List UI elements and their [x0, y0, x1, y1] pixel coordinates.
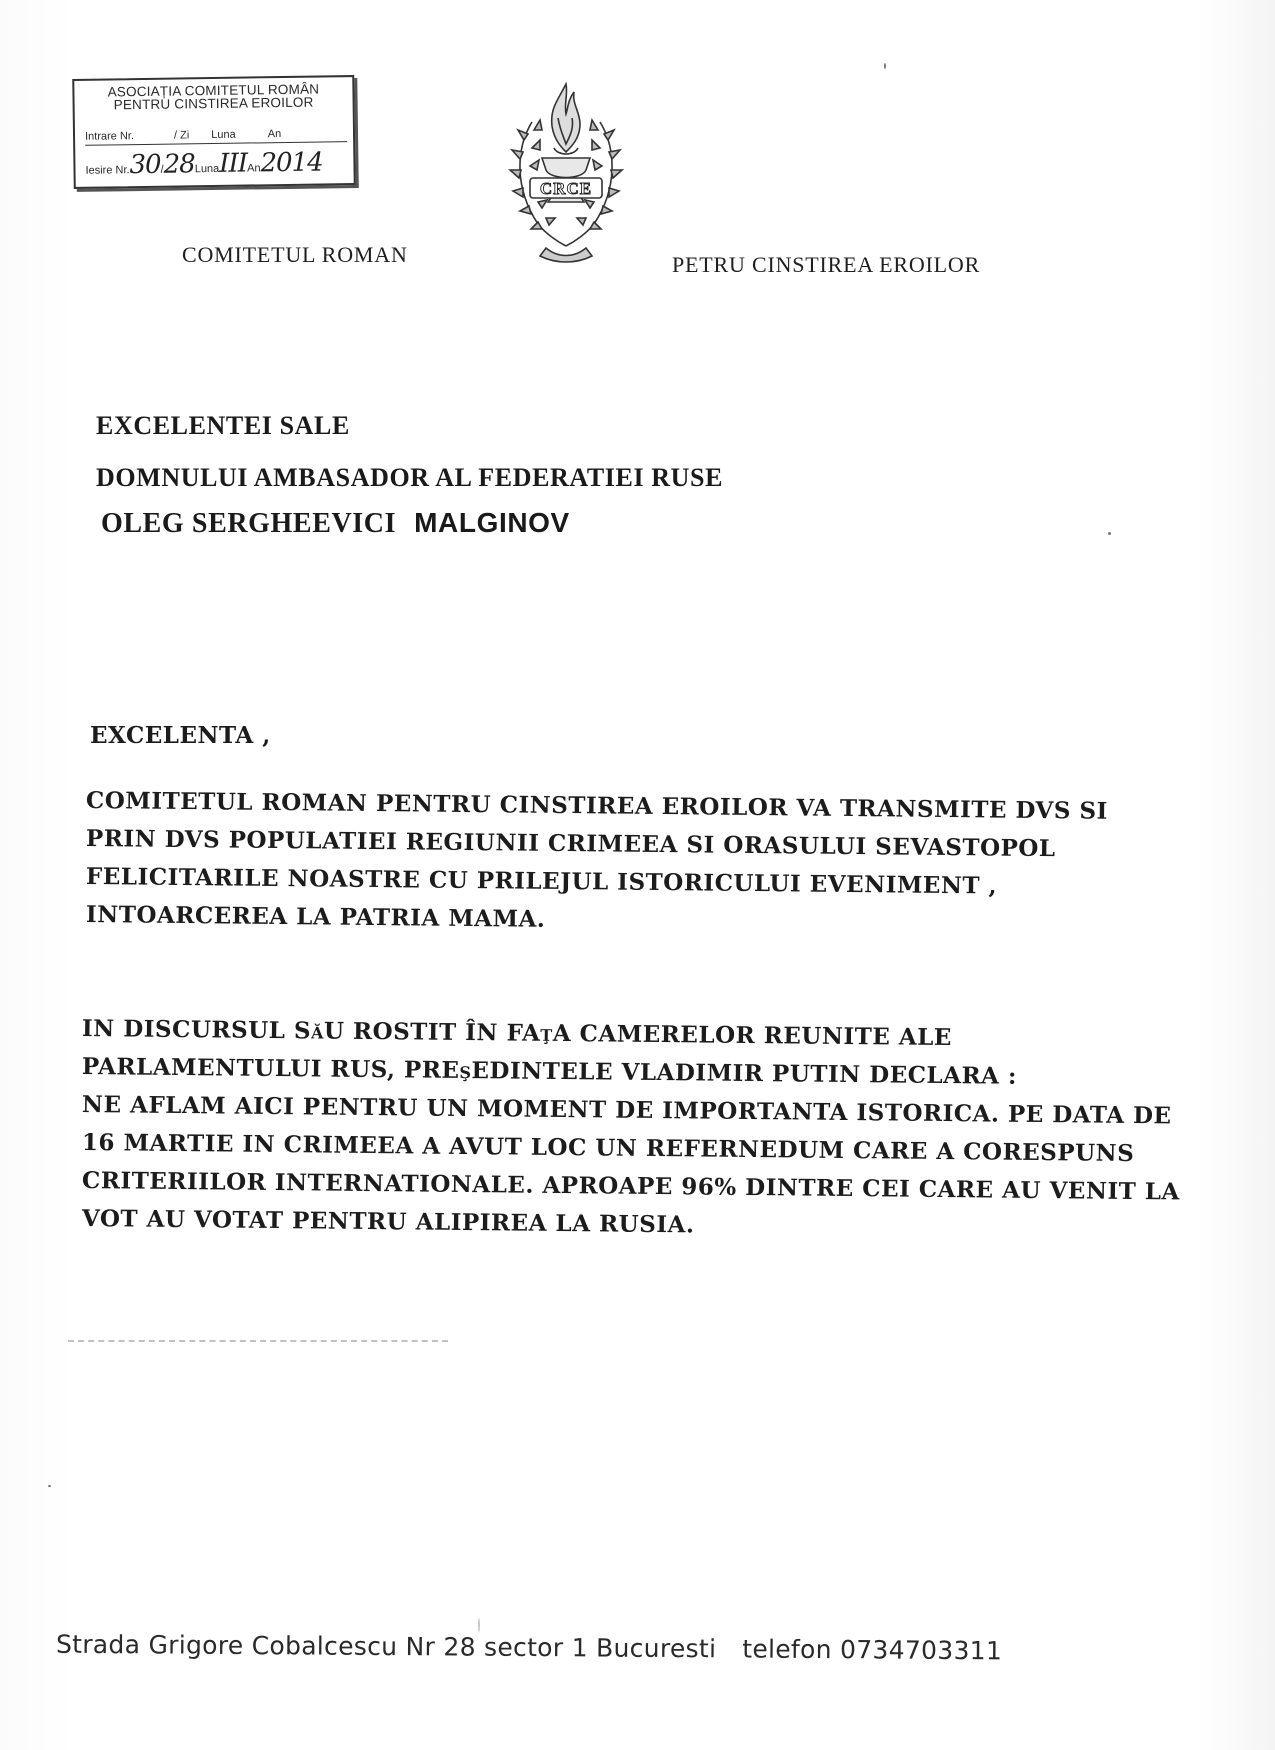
stamp-out-year-label: An: [246, 162, 261, 175]
paragraph-2-line: 16 MARTIE IN CRIMEEA A AVUT LOC UN REFERNEDUM CARE A CORESPUNS: [81, 1129, 1135, 1168]
addressee-surname: MALGINOV: [414, 507, 570, 538]
separator-line: [68, 1340, 448, 1342]
footer-contact: [56, 1630, 1002, 1666]
stamp-year-label: An: [267, 128, 282, 141]
addressee-line2: DOMNULUI AMBASADOR AL FEDERATIEI RUSE: [96, 463, 724, 492]
paragraph-2-line: IN DISCURSUL SăU ROSTIT ÎN FAţA CAMERELOR REUNITE ALE: [81, 1015, 953, 1052]
registration-stamp: [72, 75, 356, 189]
scan-speck: [1108, 532, 1111, 535]
stamp-in-row: [85, 127, 347, 146]
addressee-name: [101, 507, 570, 540]
paragraph-1-line: FELICITARILE NOASTRE CU PRILEJUL ISTORICULUI EVENIMENT ,: [85, 863, 998, 900]
stamp-out-month: III: [218, 148, 248, 179]
paragraph-2-line: VOT AU VOTAT PENTRU ALIPIREA LA RUSIA.: [81, 1205, 695, 1239]
stamp-org-line1: ASOCIAȚIA COMITETUL ROMÂN: [107, 81, 320, 100]
stamp-org-line2: PENTRU CINSTIREA EROILOR: [113, 94, 314, 113]
paragraph-2-line: PARLAMENTULUI RUS, PREşEDINTELE VLADIMIR PUTIN DECLARA :: [81, 1053, 1018, 1090]
quote-lead: NE AFLAM AICI PENTRU UN MOMENT: [81, 1091, 607, 1124]
paragraph-2: [82, 1010, 1180, 1238]
stamp-out-year: 2014: [260, 147, 323, 179]
emblem-initials: CRCE: [539, 179, 593, 198]
addressee-line1: EXCELENTEI SALE: [96, 411, 350, 440]
header-left: COMITETUL ROMAN: [182, 242, 408, 267]
paragraph-1: [86, 782, 1108, 934]
quote-rest: DE IMPORTANTA ISTORICA. PE DATA DE: [606, 1096, 1172, 1130]
flame-urn-emblem-icon: [488, 78, 644, 264]
stamp-month-label: Luna: [211, 128, 236, 142]
stamp-out-row: Iesire Nr. 30 / 28 Luna III An 2014: [85, 147, 323, 181]
stamp-out-month-label: Luna: [194, 162, 220, 176]
paragraph-1-line: INTOARCEREA LA PATRIA MAMA.: [85, 901, 546, 933]
paragraph-2-line: CRITERIILOR INTERNATIONALE. APROAPE 96% DINTRE CEI CARE AU VENIT LA: [81, 1167, 1180, 1206]
header-right: PETRU CINSTIREA EROILOR: [672, 252, 981, 277]
footer-address: Strada Grigore Cobalcescu Nr 28 sector 1 Bucuresti: [55, 1629, 717, 1664]
stamp-day-label: / Zi: [173, 129, 190, 142]
scan-speck: [478, 1618, 480, 1632]
footer-phone: telefon 0734703311: [742, 1634, 1003, 1666]
addressee-given-names: OLEG SERGHEEVICI: [101, 508, 397, 539]
salutation: EXCELENTA ,: [90, 722, 271, 749]
stamp-out-label: Iesire Nr.: [85, 164, 130, 177]
stamp-out-day: 28: [163, 149, 195, 180]
paragraph-1-line: COMITETUL ROMAN PENTRU CINSTIREA EROILOR VA TRANSMITE DVS SI: [85, 787, 1108, 825]
stamp-out-number: 30: [129, 149, 161, 181]
paragraph-1-line: PRIN DVS POPULATIEI REGIUNII CRIMEEA SI ORASULUI SEVASTOPOL: [85, 825, 1056, 863]
stamp-in-label: Intrare Nr.: [84, 130, 135, 143]
scan-speck: [48, 1485, 51, 1487]
scan-speck: [884, 63, 886, 69]
